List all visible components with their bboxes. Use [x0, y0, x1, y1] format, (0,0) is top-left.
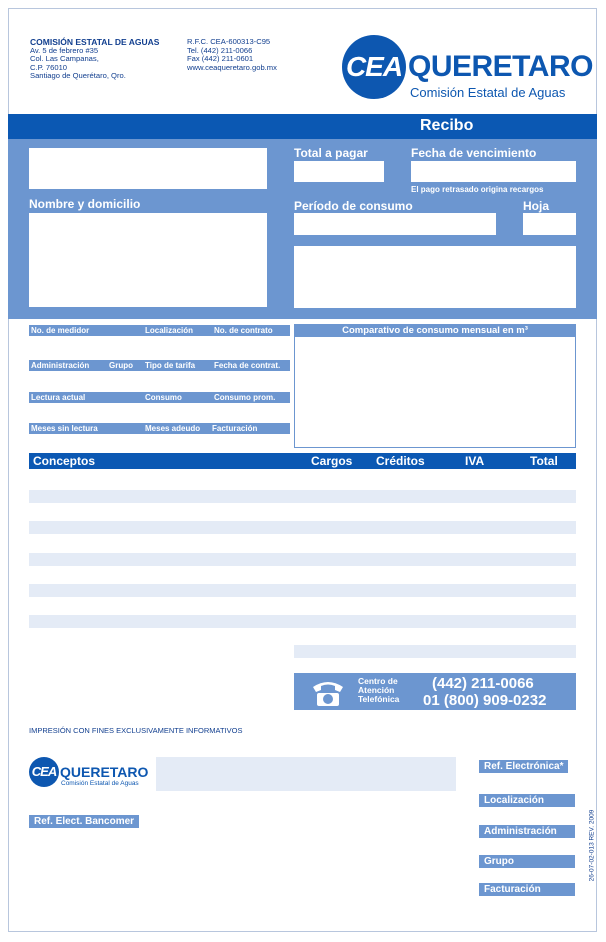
- call-center-label: [358, 677, 399, 704]
- name-address-label: Nombre y domicilio: [29, 197, 141, 211]
- concept-row: [29, 584, 576, 597]
- call-center-line: Centro de: [358, 676, 398, 686]
- address-line: Col. Las Campanas,: [30, 54, 99, 64]
- iva-label: IVA: [465, 454, 485, 468]
- concept-row: [29, 521, 576, 534]
- ref-bancomer-tag: Ref. Elect. Bancomer: [29, 815, 139, 828]
- org-address-block: [30, 38, 159, 81]
- concepts-header: [29, 453, 576, 469]
- consumption-label: Consumo: [145, 393, 182, 402]
- contract-date-label: Fecha de contrat.: [214, 361, 281, 370]
- concept-row: [29, 553, 576, 566]
- rfc: R.F.C. CEA-600313-C95: [187, 37, 271, 46]
- credits-label: Créditos: [376, 454, 425, 468]
- call-center-line: Atención: [358, 685, 395, 695]
- period-box: [294, 213, 496, 235]
- page-box: [523, 213, 576, 235]
- location-label: Localización: [145, 326, 194, 335]
- telephone-icon: [310, 677, 346, 707]
- avg-consumption-label: Consumo prom.: [214, 393, 276, 402]
- address-line: Av. 5 de febrero #35: [30, 45, 99, 55]
- rate-type-label: Tipo de tarifa: [145, 361, 196, 370]
- due-date-label: Fecha de vencimiento: [411, 146, 537, 160]
- account-box: [29, 148, 267, 189]
- tollfree-phone[interactable]: 01 (800) 909-0232: [423, 692, 547, 709]
- billing-tag: Facturación: [479, 883, 575, 896]
- tel: Tel. (442) 211-0066: [187, 45, 253, 55]
- call-center-line: Telefónica: [358, 694, 400, 704]
- org-name: COMISIÓN ESTATAL DE AGUAS: [30, 37, 160, 47]
- contract-no-label: No. de contrato: [214, 326, 273, 335]
- months-owed-label: Meses adeudo: [145, 424, 201, 433]
- cea-logo-mark: CEA: [342, 35, 406, 99]
- name-address-box: [29, 213, 267, 307]
- charges-label: Cargos: [311, 454, 353, 468]
- comparative-box: [294, 324, 576, 448]
- group-tag: Grupo: [479, 855, 575, 868]
- total-label: Total a pagar: [294, 146, 368, 160]
- logo-subtitle-small: Comisión Estatal de Aguas: [61, 780, 139, 787]
- concept-row: [29, 615, 576, 628]
- administration-tag: Administración: [479, 825, 575, 838]
- concept-row: [29, 490, 576, 503]
- comparative-title: Comparativo de consumo mensual en m³: [295, 325, 575, 337]
- logo-name-small: QUERETARO: [60, 764, 149, 780]
- administration-label: Administración: [31, 361, 90, 370]
- group-label: Grupo: [109, 361, 133, 370]
- fax: Fax (442) 211-0601: [187, 54, 254, 64]
- disclaimer: IMPRESIÓN CON FINES EXCLUSIVAMENTE INFORMATIVOS: [29, 726, 243, 735]
- barcode-area: [156, 757, 456, 791]
- total-box: [294, 161, 384, 182]
- months-no-reading-label: Meses sin lectura: [31, 424, 98, 433]
- local-phone[interactable]: (442) 211-0066: [432, 675, 534, 692]
- page-label: Hoja: [523, 199, 550, 213]
- concepts-label: Conceptos: [33, 454, 96, 468]
- period-label: Período de consumo: [294, 199, 413, 213]
- billing-label: Facturación: [212, 424, 258, 433]
- page-title: Recibo: [420, 117, 474, 134]
- call-center-box: [294, 673, 576, 710]
- revision-code: 26-07-02-013 REV. 2009: [588, 809, 596, 882]
- title-bar: [8, 114, 597, 139]
- logo-subtitle: Comisión Estatal de Aguas: [410, 85, 566, 100]
- due-date-box: [411, 161, 576, 182]
- logo-name: QUERETARO: [408, 50, 593, 83]
- address-line: C.P. 76010: [30, 62, 68, 72]
- meter-no-label: No. de medidor: [31, 326, 90, 335]
- notes-box: [294, 246, 576, 308]
- cea-logo-mark-small: CEA: [29, 757, 59, 787]
- current-reading-label: Lectura actual: [31, 393, 86, 402]
- total-col-label: Total: [530, 454, 558, 468]
- address-line: Santiago de Querétaro, Qro.: [30, 71, 126, 81]
- location-tag: Localización: [479, 794, 575, 807]
- ref-electronica-tag: Ref. Electrónica*: [479, 760, 568, 773]
- totals-row: [294, 645, 576, 658]
- late-note: El pago retrasado origina recargos: [411, 185, 544, 194]
- org-contact-block: [187, 38, 277, 72]
- website: www.ceaqueretaro.gob.mx: [187, 62, 277, 72]
